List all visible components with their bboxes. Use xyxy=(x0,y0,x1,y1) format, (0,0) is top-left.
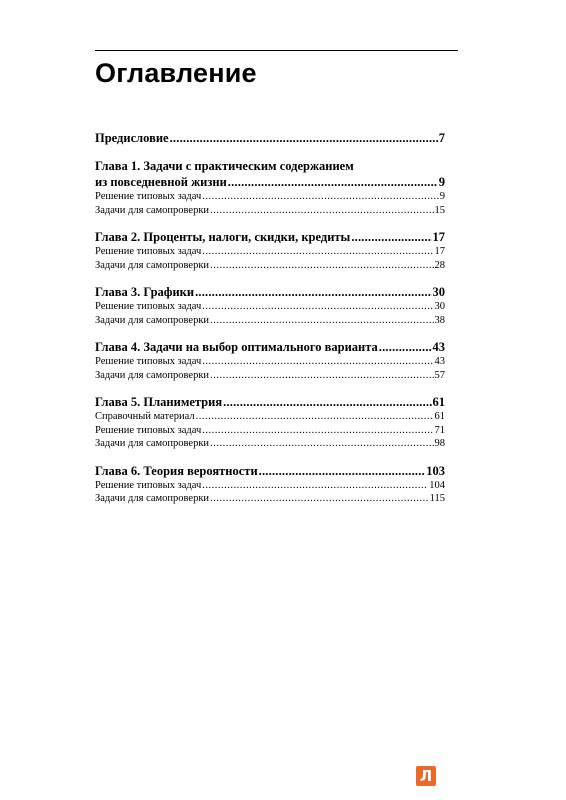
dot-leader xyxy=(202,424,433,438)
toc-foreword xyxy=(95,130,445,146)
toc-entry-title: Глава 6. Теория вероятности xyxy=(95,463,258,478)
toc-subentry[interactable] xyxy=(95,410,445,424)
toc-subentry[interactable] xyxy=(95,245,445,259)
toc-subentry[interactable] xyxy=(95,300,445,314)
toc-subentry-title: Задачи для самопроверки xyxy=(95,259,210,271)
toc-entry-title: Глава 4. Задачи на выбор оптимального варианта xyxy=(95,340,378,354)
toc-entry-page: 7 xyxy=(438,131,445,145)
toc-subentry[interactable] xyxy=(95,355,445,369)
toc-entry[interactable] xyxy=(95,339,445,355)
toc-entry[interactable] xyxy=(95,463,445,479)
toc-subentry-title: Решение типовых задач xyxy=(95,301,202,312)
toc-entry-page: 17 xyxy=(432,230,445,244)
dot-leader xyxy=(210,204,433,218)
toc-subentry-page: 15 xyxy=(434,204,445,216)
toc-entry-title: Глава 3. Графики xyxy=(95,285,195,299)
dot-leader xyxy=(379,339,432,355)
toc-subentry-page: 71 xyxy=(434,424,445,436)
toc-subentry[interactable] xyxy=(95,259,445,273)
toc-subentry-page: 98 xyxy=(434,438,445,449)
dot-leader xyxy=(228,174,438,190)
toc-entry-title: из повседневной жизни xyxy=(95,175,227,189)
dot-leader xyxy=(210,314,433,328)
toc-entry-page: 61 xyxy=(432,395,445,409)
dot-leader xyxy=(210,437,433,451)
toc-subentry[interactable] xyxy=(95,204,445,218)
toc-subentry-page: 104 xyxy=(429,479,445,491)
toc-subentry-page: 28 xyxy=(434,259,445,271)
toc-entry[interactable] xyxy=(95,394,445,410)
toc-subentry-page: 30 xyxy=(434,301,445,312)
toc-subentry-page: 9 xyxy=(439,191,445,202)
toc-entry-page: 43 xyxy=(432,340,445,354)
toc-entry-page: 30 xyxy=(432,285,445,299)
toc-subentry[interactable] xyxy=(95,190,445,204)
dot-leader xyxy=(210,259,433,273)
table-of-contents xyxy=(95,130,445,506)
toc-entry[interactable] xyxy=(95,130,445,146)
toc-subentry-page: 57 xyxy=(434,369,445,381)
labirint-logo-icon xyxy=(416,766,436,786)
toc-subentry-title: Задачи для самопроверки xyxy=(95,438,210,449)
toc-subentry-title: Решение типовых задач xyxy=(95,191,202,202)
toc-subentry-title: Задачи для самопроверки xyxy=(95,314,210,326)
dot-leader xyxy=(351,229,431,245)
toc-subentry-title: Решение типовых задач xyxy=(95,246,202,257)
toc-chapter-6 xyxy=(95,463,445,506)
toc-subentry-page: 38 xyxy=(434,314,445,326)
toc-subentry-title: Решение типовых задач xyxy=(95,356,202,367)
toc-subentry-page: 61 xyxy=(434,411,445,422)
toc-subentry-title: Решение типовых задач xyxy=(95,424,202,436)
dot-leader xyxy=(202,355,433,369)
toc-entry[interactable] xyxy=(95,174,445,190)
toc-entry[interactable] xyxy=(95,284,445,300)
dot-leader xyxy=(210,369,433,383)
dot-leader xyxy=(196,410,434,424)
toc-entry-title: Глава 2. Проценты, налоги, скидки, кредиты xyxy=(95,230,351,244)
toc-entry-title-line1[interactable]: Глава 1. Задачи с практическим содержанием xyxy=(95,159,354,173)
toc-chapter-5 xyxy=(95,394,445,451)
toc-subentry[interactable] xyxy=(95,314,445,328)
toc-entry-page: 9 xyxy=(438,175,445,189)
toc-subentry[interactable] xyxy=(95,369,445,383)
dot-leader xyxy=(202,245,433,259)
top-rule xyxy=(95,50,458,51)
dot-leader xyxy=(170,130,438,146)
toc-chapter-4 xyxy=(95,339,445,382)
toc-subentry-title: Задачи для самопроверки xyxy=(95,204,210,216)
toc-entry-page: 103 xyxy=(426,463,445,478)
toc-subentry-title: Задачи для самопроверки xyxy=(95,493,210,504)
toc-subentry-page: 115 xyxy=(429,493,445,504)
toc-chapter-1 xyxy=(95,158,445,217)
dot-leader xyxy=(202,479,428,493)
dot-leader xyxy=(202,190,438,204)
toc-chapter-2 xyxy=(95,229,445,272)
toc-subentry[interactable] xyxy=(95,479,445,493)
toc-entry[interactable] xyxy=(95,229,445,245)
dot-leader xyxy=(259,463,426,479)
toc-chapter-3 xyxy=(95,284,445,327)
dot-leader xyxy=(195,284,431,300)
toc-subentry[interactable] xyxy=(95,424,445,438)
toc-entry-title: Предисловие xyxy=(95,131,169,145)
toc-subentry-page: 43 xyxy=(434,356,445,367)
dot-leader xyxy=(223,394,431,410)
toc-subentry[interactable] xyxy=(95,492,445,506)
logo-letter: Л xyxy=(419,767,433,785)
toc-entry-title: Глава 5. Планиметрия xyxy=(95,395,223,409)
page-title: Оглавление xyxy=(95,58,257,88)
toc-subentry-title: Решение типовых задач xyxy=(95,479,202,491)
toc-subentry-title: Задачи для самопроверки xyxy=(95,369,210,381)
dot-leader xyxy=(202,300,433,314)
toc-subentry-title: Справочный материал xyxy=(95,411,195,422)
toc-subentry[interactable] xyxy=(95,437,445,451)
dot-leader xyxy=(210,492,429,506)
toc-subentry-page: 17 xyxy=(434,246,445,257)
